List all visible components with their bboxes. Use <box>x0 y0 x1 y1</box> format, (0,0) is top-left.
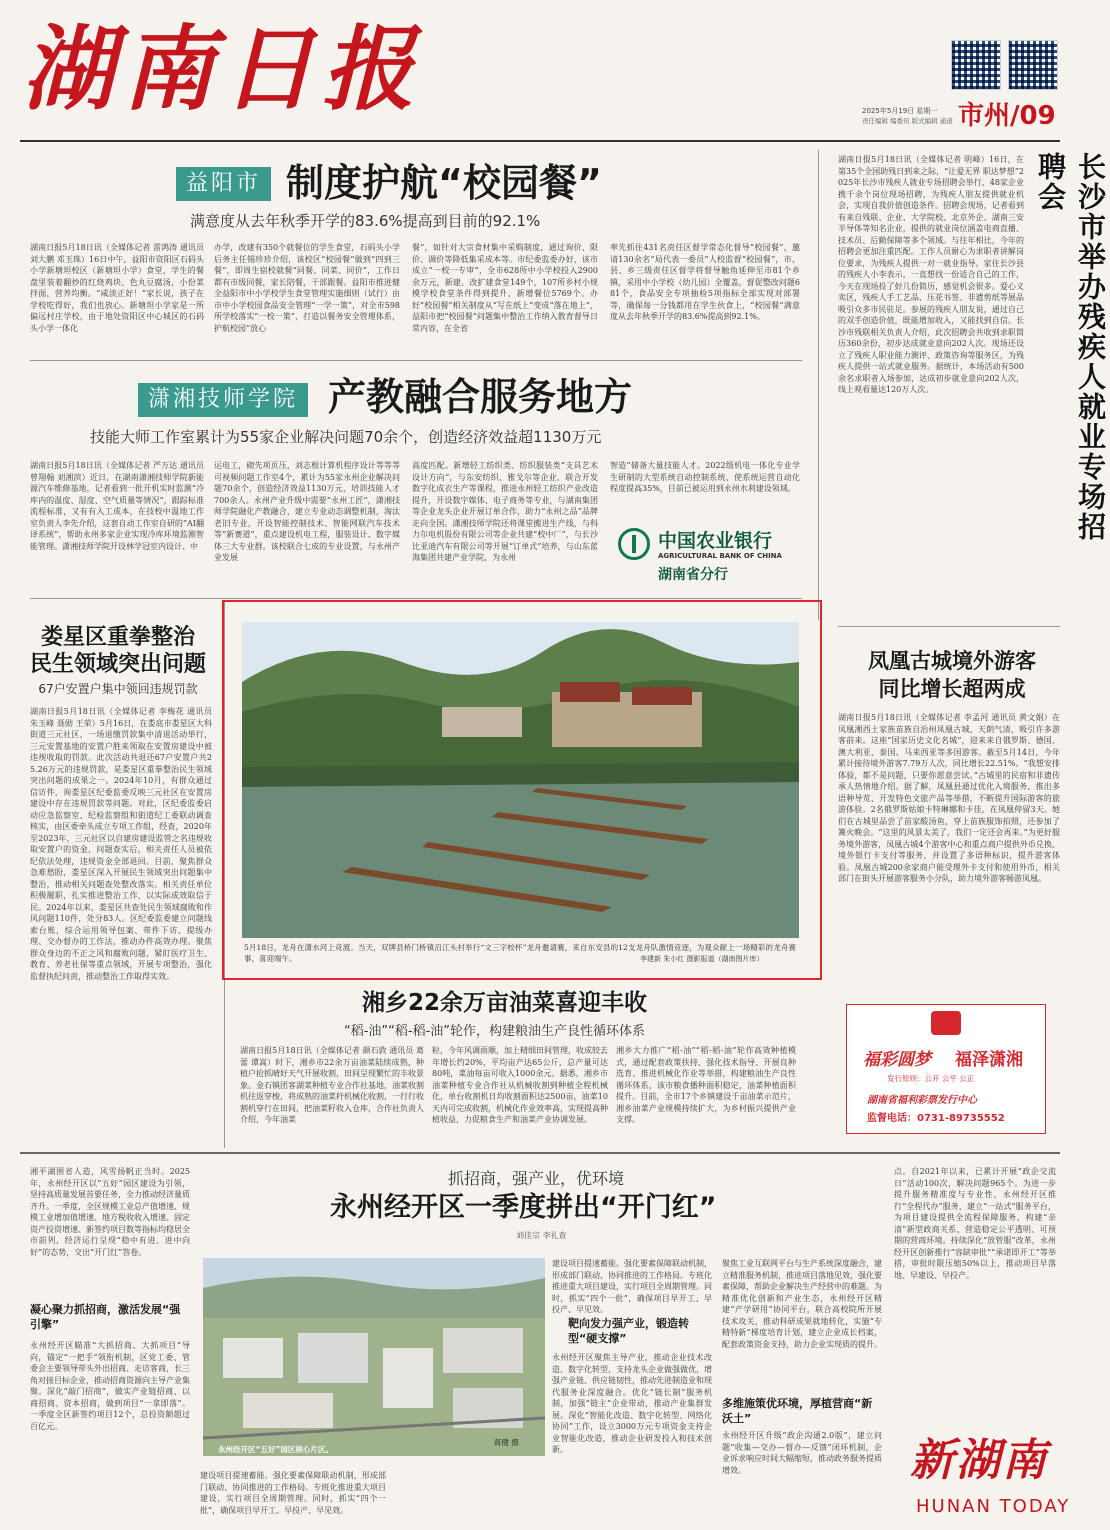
qr-code-icon <box>951 40 1001 90</box>
photo-credit: 蒋健 摄 <box>494 1438 519 1447</box>
lottery-org: 湖南省福利彩票发行中心 <box>867 1095 977 1106</box>
article-column: 智造”储备大量技能人才。2022级机电一体化专业学生研制的大型系统自动控制系统，使系统运营自动化程度提高35%，目前已被运用到永州水利建设领域。 <box>610 461 800 493</box>
subheadline: 满意度从去年秋季开学的83.6%提高到目前的92.1% <box>190 212 541 230</box>
article-column: 湖南日报5月18日讯（全媒体记者 李孟河 通讯员 黄文娟）在凤凰湘西土家族苗族自治州凤凰古城，天朗气清，吸引许多游客前来。这座“国家历史文化名城”，迎来来自俄罗斯、德国、澳大利亚、泰国、马来西亚等多国游客。截至5月14日，今年累计接待境外游客7.79万人次，同比增长22.51%。“我想安排体验，都不是问题，只要你愿意尝试。”古城里的民宿和非遗传承人热情地介绍。据了解，凤凰县通过优化入境服务、推出多语种导览、开发特色文旅产品等举措，不断提升国际游客的旅游体验。2名俄罗斯姑娘卡特琳娜和卡佳，在凤凰停留3天。她们在古城里品尝了苗家酸汤鱼，穿上苗族服饰拍照，还参加了篝火晚会。“这里的风景太美了，我们一定还会再来。”为更好服务境外游客，凤凰古城4个游客中心和重点商户提供外币兑换、境外银行卡支付等服务，并设置了多语种标识，提升游客体验。凤凰古城200余家商户能受理外卡支付和使用外币，相关部门在街头开展游客服务小分队，助力境外游客畅游凤凰。 <box>838 713 1060 883</box>
article-lead: 湘平湖围省人造，风雪扬帆正当时。2025年，永州经开区以“五好”园区建设为引领，坚持高质量发展首要任务，全力推动经济量质齐升。一季度，全区规模工业总产值增速、规模工业增加值增速、地方税收收入增速、固定资产投资增速、新签约项目数等指标均稳居全市前列，经济运行呈现“稳中有进、进中向好”的态势，交出“开门红”答卷。 <box>30 1167 190 1257</box>
kicker: 抓招商，强产业，优环境 <box>448 1169 625 1188</box>
bank-english-name: AGRICULTURAL BANK OF CHINA <box>658 552 782 560</box>
section-label: 市州/09 <box>958 101 1056 131</box>
editor-line: 责任编辑 编委员 版式编辑 通道 <box>862 117 953 125</box>
lottery-logo-icon <box>931 1011 961 1035</box>
byline: 刘佳宗 李礼查 <box>516 1231 567 1240</box>
headline: 永州经开区一季度拼出“开门红” <box>330 1192 717 1223</box>
headline: 湘乡22余万亩油菜喜迎丰收 <box>362 990 648 1016</box>
article-column: 建设项目提速蓄能。强化要素保障联动机制，形成部门联动、协同推进的工作格局。专班化推进重大项目建设，实行项目全周期管理。同时，抓实“四个一批”，确保项目早开工、早投产、早见效。 <box>552 1259 712 1314</box>
article-column: 建设项目提速蓄能。强化要素保障联动机制，形成部门联动、协同推进的工作格局。专班化推进重大项目建设，实行项目全周期管理。同时，抓实“四个一批”，确保项目早开工、早投产、早见效。 <box>200 1471 386 1515</box>
subhead: 靶向发力强产业，锻造转型“硬支撑” <box>568 1317 689 1345</box>
brand-watermark-en: HUNAN TODAY <box>916 1496 1071 1517</box>
bank-branch: 湖南省分行 <box>658 567 728 583</box>
lottery-advertisement <box>846 1004 1046 1134</box>
location-tag: 益阳市 <box>176 167 271 201</box>
photo-caption: 永州经开区“五好”园区核心片区。 <box>218 1445 333 1454</box>
article-column: 湖南日报5月18日讯（全媒体记者 李梅花 通讯员 朱玉峰 聂勋 王荣）5月16日，在娄底市娄星区大科街道三元社区，一场退缴罚款集中清退活动举行，三元安置基地的安置户胜来领取在安置房建设中被违规收取的罚款。此次活动共退还67户安置户共25.26万元的违规罚款，是娄星区重拳整治民生领域突出问题的成果之一。2024年10月，有群众通过信访件，询娄星区纪委监委反映三元社区在安置房建设中存在违规罚款等问题。对此，区纪委监委启动应急监察室、纪检监察组和街道纪工委联动调查核实，由区委牵头成立专项工作组，经查，2020年至2023年，三元社区以自建房建设监管之名违规收取安置户的资金，问题查实后，相关责任人员被依纪依法处理，违规资金全部退回。目前，聚焦群众急难愁盼，娄星区深入开展民生领域突出问题集中整治，推动相关问题查处整改落实。相关责任单位积极履职，扎实推进整治工作，以实际成效取信于民。2024年以来，娄星区共查处民生领域腐败和作风问题110件，处分83人。区纪委监委建立问题线索台账，综合运用领导包案、带件下访、提级办理、交办督办的工作法，推动办件高效办理。聚焦群众身边的不正之风和腐败问题，紧盯医疗卫生、教育、养老社保等重点领域，开展专项整治，强化监督执纪问责，推动整治工作取得实效。 <box>30 707 212 981</box>
photo-caption: 5月18日，龙舟在潇水河上竞渡。当天，双牌县桥门桥镇沿江头村举行“文三字校杯”龙舟邀请赛，来自东安县的12支龙舟队激情竞逐，为观众献上一场精彩的龙舟赛事，喜迎端午。 <box>244 943 796 963</box>
headline: 产教融合服务地方 <box>328 375 633 419</box>
photo-credit: 李建新 朱小红 摄影报道（湖南图片库） <box>640 955 764 963</box>
lottery-phone: 监督电话：0731-89735552 <box>867 1113 1005 1124</box>
article-column: 高度匹配。新增轻工纺织类、纺织服装类“支具艺术设计方向”，与东安纺织、雅戈尔等企业，联合开发数字化成衣生产等课程，推进永州轻工纺织产业改造提升，开设数字媒体、电子商务等专业，与湖南集团等企业龙头企业开展订单合作，助力“永州之品”品牌走向全国。潇湘技师学院还将课堂搬进生产线，与科力尔电机股份有限公司等企业共建“校中厂”，与长沙比亚迪汽车有限公司等开展“订单式”培养，与山东蓝海集团共建产业学院，为永州 <box>412 461 598 562</box>
article-column: 餐”，如针对大宗食材集中采购制度，通过询价、限价、调价等降低集采成本等。市纪委监委办好，该市成立“一校一专审”，全市628所中小学校投入2900余万元，新建、改扩建食堂149个，107所乡村小规模学校食堂条件得到提升，新增餐位5769个。办好“校园餐”相关制度从“写在纸上”变成“落在地上”，益阳市把“校园餐”问题集中整治工作纳入教育督导日常内容，在全省 <box>412 243 598 333</box>
subheadline: 67户安置户集中领回违规罚款 <box>38 682 198 696</box>
industrial-park-photo <box>203 1258 545 1456</box>
article-column: 湖南日报5月18日讯（全媒体记者 严万达 通讯员 曾翔翰 刘湘滨）近日，在湖南潇湘技师学院新能源汽车维修基地，记者看到一批开机实时监测“冷库内的温度、湿度、空气质量等情况”，跟踪标准流程标准，又有有入工成本，在技校中温地工作室负责人李先介绍，这套自动工作室自研的“AI翻译系统”，帮助永州多家企业实现冷库环境监测智能管理。潇湘技师学院开设林学冠室内设计、中 <box>30 461 204 551</box>
article-column: 永州经开区瞄准“大抓招商、大抓项目”导向，锚定“一把手”领衔机制，区党工委、管委会主要领导带头外出招商、走访客商，长三角对接目标企业，推动招商资源向主导产业集聚。深化“敲门招商”，做实产业链招商、以商招商、资本招商，做到项目“一拿即落”。一季度全区新签约项目12个，总投资额超过百亿元。 <box>30 1341 190 1431</box>
article-column: 率先抓住431名责任区督学常态化督导“校园餐”，邀请130余名“局代表一委员”人校监督“校园餐”，市、县、乡三级责任区督学将督导触角延伸至市81个乡镇，采用中小学校（幼儿园）全覆盖，督促整改问题681个，食品安全专项抽检5项指标全部实现对部署等，确保每一分钱都用在学生伙食上，“校园餐”满意度从去年秋季开学的83.6%提高到92.1%。 <box>610 243 800 321</box>
article-column: 湘乡大力推广“稻-油”“稻-稻-油”轮作高效种植模式，通过配套政策扶持、强化技术指导、开展良种选育、推进机械化作业等举措，构建粮油生产良性循环体系，该市粮食播种面积稳定，油菜种植面积提升。目前，全市17个乡镇建设千亩油菜示范片，湘乡油菜产业规模持续扩大，为乡村振兴提供产业支撑。 <box>616 1046 796 1124</box>
article-column: 点。自2021年以来，已累计开展“政企交流日”活动100次，解决问题965个。为进一步提升服务精准度与专业性，永州经开区推行“全程代办”服务，建立“一站式”服务平台，为项目建设提供全流程保障服务，构建“亲清”新型政商关系，营造稳定公平透明、可预期的营商环境。持续深化“放管服”改革，永州经开区创新推行“容缺审批”“承诺即开工”等举措，审批时限压缩50%以上，推动项目早落地、早建设、早投产。 <box>894 1167 1056 1280</box>
bank-logo-icon <box>618 528 650 560</box>
bank-name: 中国农业银行 <box>658 530 773 552</box>
headline: 娄星区重拳整治 民生领域突出问题 <box>29 625 206 677</box>
subhead: 多维施策优环境，厚植营商“新沃土” <box>722 1397 873 1425</box>
article-column: 湖南日报5月18日讯（全媒体记者 雷鸿涛 通讯员 刘大鹏 邓玉珠）16日中午，益阳市资阳区石码头小学新塘坦校区（新塘坦小学）食堂，学生的餐盘里装着翻炒的红烧鸡块、色丸豆腐汤，小份菜拌面，营养均衡。“咸淡正好！”家长说，孩子在学校吃得好，我们也放心。新塘坦小学家是一所偏远村庄学校，由于地处资阳区中心城区的石码头小学一体化 <box>30 243 204 333</box>
article-column: 聚焦工业互联网平台与生产系统深度融合，建立精准服务机制，推进项目落地见效，强化要素保障，帮助企业解决生产经营中的难题。为精准优化创新和产业生态，永州经开区精建“产学研用”协同平台，联合高校院所开展技术攻关，推动科研成果就地转化，实施“专精特新”梯度培育计划，建立企业成长档案，配套政策资金支持，助力企业实现质的提升。 <box>722 1259 882 1349</box>
article-column: 粒，今年风调雨顺，加上精细田间管理，收成较去年增长约20%，平均亩产达65公斤，总产量可达80吨，菜油每亩可收入1000余元。据悉，湘乡市油菜种植专业合作社从机械收割到种植全程机械化，单台收割机日均收割面积达2500亩，油菜10天内可完成收割，机械化作业效率高，实现提高种植收益，力促粮食生产和油菜产业协调发展。 <box>432 1046 608 1124</box>
issue-date: 2025年5月19日 星期一 <box>862 107 938 115</box>
subheadline: 技能大师工作室累计为55家企业解决问题70余个，创造经济效益超1130万元 <box>90 428 602 446</box>
article-column: 湖南日报5月18日讯（全媒体记者 颜石敦 通讯员 葛蕾 谭嵩）时下，湘乡市22余万亩油菜陆续成熟，种植户抢抓晴好天气开展收割，田间呈现繁忙的丰收景象。金石镇团客湖菜种植专业合作社基地，油菜收割机往返穿梭，将成熟的油菜秆机械化收割，一行行收割机穿行在田间，把油菜籽收入仓库，合作社负责人介绍，今年油菜 <box>240 1046 424 1124</box>
lottery-slogan: 福彩圆梦 <box>863 1050 931 1070</box>
article-column: 办学，改建有350个就餐位的学生食堂，石码头小学后务主任锡珍珍介绍，该校区“校园餐”做到“四到三餐”，即周生宿校就餐“同餐、同菜、同价”，工作日都有市级同餐，家长陪餐，干部跟餐。益阳市推进健全益阳市中小学校学生食堂管理实施细则（试行）由市中小学校园食品安全管理“一学一策”，对全市598所学校落实“一校一策”，打造以餐务安全管理体系，护航校园“放心 <box>214 243 400 333</box>
article-column: 湖南日报5月18日讯（全媒体记者 明峰）16日，在第35个全国助残日到来之际，“让爱无界 职达梦想”2025年长沙市残疾人就业专场招聘会举行，48家企业携千余个岗位现场招聘，为残疾人朋友提供就业机会，实现自我价值创造条件。招聘会现场，记者看到有来自残联、企业、大学院校、北京外企、湖南三安半导体等知名企业，提供的就业岗位涵盖电商直播、技术员、后勤保障等多个领域。与往年相比，今年的招聘会更加注重匹配。工作人员耐心为求职者讲解岗位要求，为残疾人提供一对一就业指导。家住长沙县的残疾人小李表示，一直想找一份适合自己的工作，今天在现场投了好几份简历，感觉机会很多。爱心义卖区，残疾人手工艺品、压花书签、非遗剪纸等展品吸引众多市民驻足。参展的残疾人朋友说，通过自己的双手创造价值，既能增加收入，又能找到自信。长沙市残联相关负责人介绍，此次招聘会共收到求职简历360余份，初步达成就业意向202人次。现场还设立了残疾人职业能力测评、政策咨询等服务区，为残疾人提供一站式就业服务。据统计，本场活动有500余名求职者入场参加，达成初步就业意向202人次，线上观看量达120万人次。 <box>838 155 1024 394</box>
bank-advertisement <box>614 518 800 590</box>
lottery-tagline: 发行原则：公开 公平 公正 <box>887 1074 975 1083</box>
subhead: 凝心聚力抓招商，激活发展“强引擎” <box>30 1303 181 1331</box>
subheadline: “稻-油”“稻-稻-油”轮作，构建粮油生产良性循环体系 <box>344 1024 646 1039</box>
article-column: 永州经开区升级“政企沟通2.0版”，建立问题“收集—交办—督办—反馈”闭环机制，企业诉求响应时间大幅缩短，推动政务服务提质增效。 <box>722 1431 882 1475</box>
qr-code-icon <box>1008 40 1058 90</box>
headline: 凤凰古城境外游客 同比增长超两成 <box>868 649 1036 701</box>
lottery-slogan: 福泽潇湘 <box>955 1050 1023 1070</box>
masthead-logo: 湖南日报 <box>22 15 423 123</box>
article-column: 运电工，砌先项页压，刘志根计算机程序设计等等等可视频问题工作室4个，累计为55家永州企业解决问题70余个，创造经济效益1130万元，培训技能人才700余人。永州产业升级中需要“永州工匠”，潇湘技师学院融化产教融合，建立专业动态调整机制，淘汰老旧专业，开设智能控制技术、智能网联汽车技术等“新赛道”，重点建设机电工程，服装设计、数字媒体三大专业群。该校联合七成的专业设置，与永州产业发展 <box>214 461 400 562</box>
vertical-headline: 长沙市举办残疾人就业专场招聘会 <box>1034 152 1107 542</box>
headline: 制度护航“校园餐” <box>286 161 602 205</box>
article-column: 永州经开区聚焦主导产业，推动企业技术改造、数字化转型，支持龙头企业做强做优，增强产业链、供应链韧性，推动先进制造业和现代服务业深度融合。优化“链长制”服务机制，加强“链主”企业带动，推动产业集群发展。深化“智能化改造、数字化转型、网络化协同”工作，设立3000万元专项资金支持企业智能化改造，推动企业研发投入和技术创新。 <box>552 1353 712 1454</box>
brand-watermark: 新湖南 <box>910 1435 1048 1486</box>
dragon-boat-photo <box>242 622 799 938</box>
location-tag: 潇湘技师学院 <box>138 383 308 417</box>
